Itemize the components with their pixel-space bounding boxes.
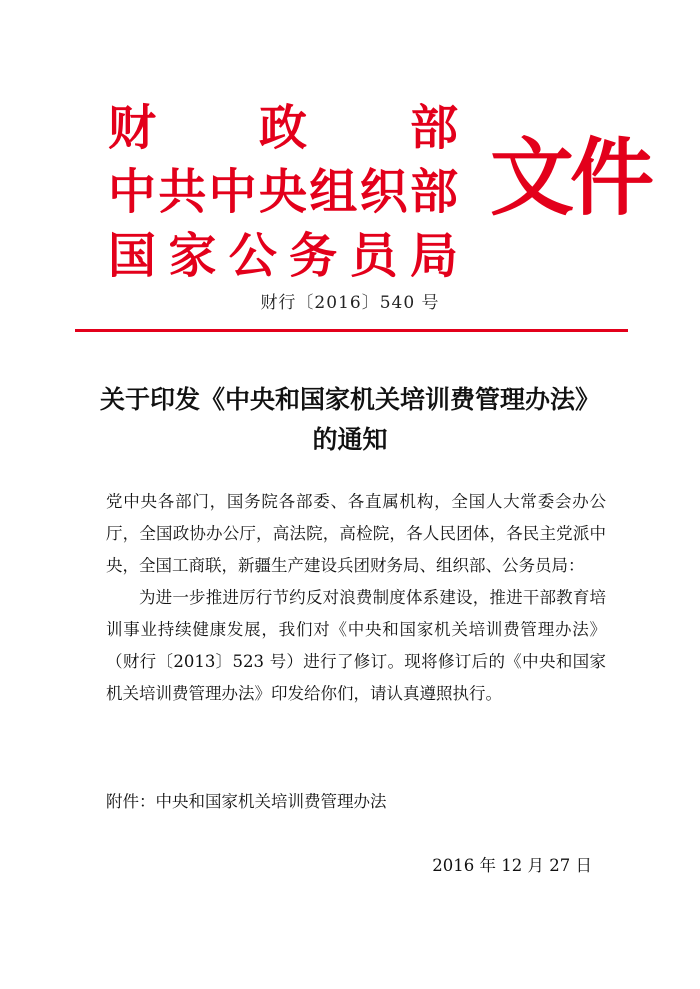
issuer-char: 国 xyxy=(108,228,157,284)
red-divider-rule xyxy=(75,329,628,332)
issuing-authorities xyxy=(108,96,458,288)
issuer-char: 员 xyxy=(349,228,398,284)
title-line-1: 关于印发《中央和国家机关培训费管理办法》 xyxy=(99,385,600,414)
issuer-char: 务 xyxy=(289,228,338,284)
issuer-char: 政 xyxy=(258,100,307,156)
issuer-char: 中 xyxy=(208,164,257,220)
issuer-char: 部 xyxy=(409,100,458,156)
addressees: 党中央各部门，国务院各部委、各直属机构，全国人大常委会办公厅，全国政协办公厅，高法院，高检院，各人民团体，各民主党派中央，全国工商联，新疆生产建设兵团财务局、组织部、公务员局： xyxy=(106,492,606,575)
issuer-char: 家 xyxy=(168,228,217,284)
document-number: 财行〔2016〕540 号 xyxy=(260,293,440,313)
issue-date: 2016 年 12 月 27 日 xyxy=(432,856,592,875)
body-paragraph: 为进一步推进厉行节约反对浪费制度体系建设，推进干部教育培训事业持续健康发展，我们对《中央和国家机关培训费管理办法》（财行〔2013〕523 号）进行了修订。现将修订后的《中央和国家机关培训费管理办法》印发给你们，请认真遵照执行。 xyxy=(106,588,606,703)
issuer-char: 局 xyxy=(409,228,458,284)
issuer-char: 共 xyxy=(158,164,207,220)
issuer-char: 组 xyxy=(309,164,358,220)
issuer-name xyxy=(108,160,458,224)
attachment-note: 附件：中央和国家机关培训费管理办法 xyxy=(106,792,387,811)
issuer-civil-service-bureau xyxy=(108,224,458,288)
issuer-char: 财 xyxy=(108,100,157,156)
issuer-char: 部 xyxy=(409,164,458,220)
issuer-char: 中 xyxy=(108,164,157,220)
issuer-ministry-of-finance xyxy=(108,96,458,160)
issuer-char: 公 xyxy=(228,228,277,284)
issuer-organization-department xyxy=(108,160,458,224)
document-title xyxy=(60,380,640,460)
title-line-2: 的通知 xyxy=(312,425,388,454)
document-body xyxy=(106,486,606,710)
issuer-char: 央 xyxy=(258,164,307,220)
issuer-char: 织 xyxy=(359,164,408,220)
document-mark: 文件 xyxy=(490,129,651,227)
